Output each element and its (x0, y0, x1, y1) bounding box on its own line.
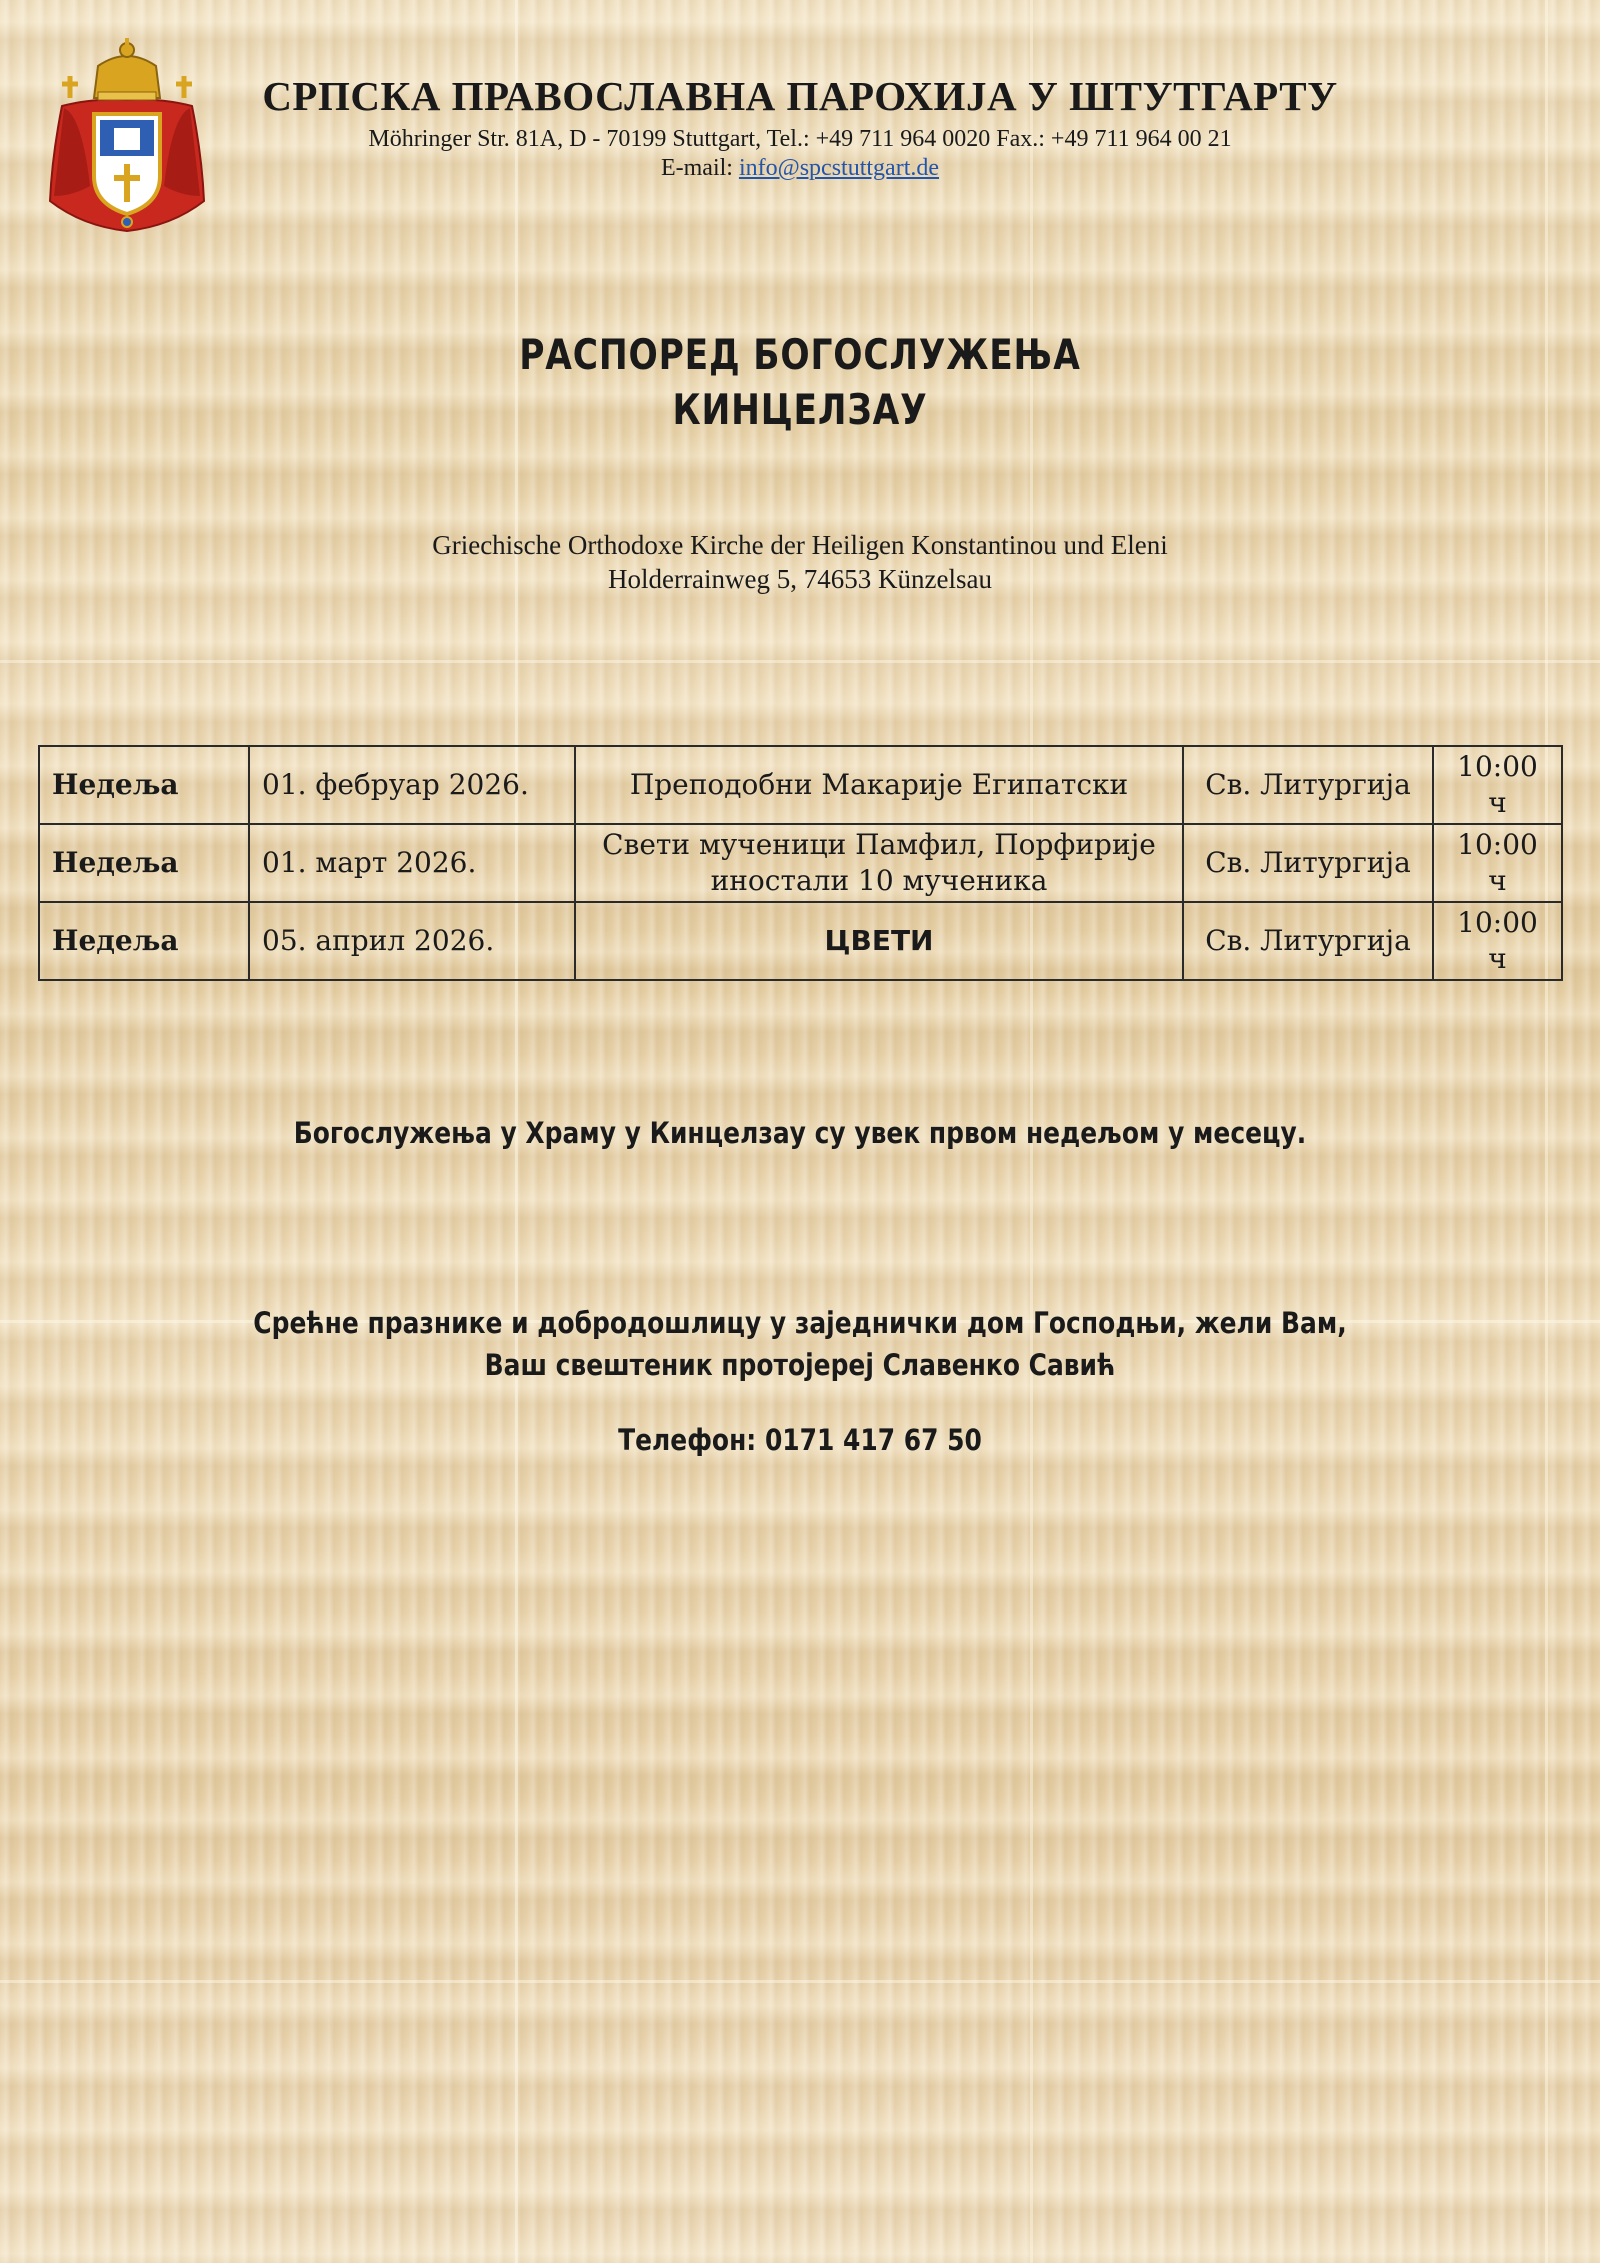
date-cell: 01. март 2026. (249, 824, 575, 902)
date-cell: 05. април 2026. (249, 902, 575, 980)
paper-fold (0, 660, 1600, 663)
schedule-title: РАСПОРЕД БОГОСЛУЖЕЊА (519, 330, 1081, 379)
day-cell: Недеља (39, 902, 249, 980)
paper-fold (0, 1980, 1600, 1983)
feast-line: Свети мученици Памфил, Порфирије (602, 828, 1156, 861)
service-schedule-table (38, 745, 1563, 981)
table-row (39, 746, 1562, 824)
day-cell: Недеља (39, 824, 249, 902)
schedule-location: КИНЦЕЛЗАУ (672, 385, 928, 434)
feast-line: иностали 10 мученика (710, 864, 1048, 897)
church-address: Holderrainweg 5, 74653 Künzelsau (608, 564, 992, 594)
feast-cell: ЦВЕТИ (575, 902, 1183, 980)
table-row (39, 824, 1562, 902)
table-row (39, 902, 1562, 980)
time-cell: 10:00 ч (1433, 902, 1562, 980)
monthly-service-note: Богослужења у Храму у Кинцелзау су увек првом недељом у месецу. (293, 1116, 1307, 1150)
feast-cell (575, 824, 1183, 902)
service-cell: Св. Литургија (1183, 902, 1433, 980)
service-cell: Св. Литургија (1183, 824, 1433, 902)
feast-cell: Преподобни Макарије Египатски (575, 746, 1183, 824)
email-link[interactable]: info@spcstuttgart.de (738, 155, 940, 181)
church-name: Griechische Orthodoxe Kirche der Heiligen Konstantinou und Eleni (432, 530, 1168, 560)
time-cell: 10:00 ч (1433, 824, 1562, 902)
service-cell: Св. Литургија (1183, 746, 1433, 824)
day-cell: Недеља (39, 746, 249, 824)
priest-signature-line: Ваш свештеник протојереј Славенко Савић (484, 1348, 1116, 1382)
paper-fold (1545, 0, 1548, 2263)
parish-title: СРПСКА ПРАВОСЛАВНА ПАРОХИЈА У ШТУТГАРТУ (262, 73, 1338, 119)
phone-number: Телефон: 0171 417 67 50 (618, 1423, 982, 1457)
time-cell: 10:00 ч (1433, 746, 1562, 824)
greeting-line: Срећне празнике и добродошлицу у заједнички дом Господњи, жели Вам, (253, 1306, 1347, 1340)
parish-address: Möhringer Str. 81A, D - 70199 Stuttgart, Tel.: +49 711 964 0020 Fax.: +49 711 964 00 21 (368, 126, 1232, 152)
parish-email-line (0, 155, 1600, 182)
email-label: E-mail: (660, 155, 733, 181)
date-cell: 01. фебруар 2026. (249, 746, 575, 824)
